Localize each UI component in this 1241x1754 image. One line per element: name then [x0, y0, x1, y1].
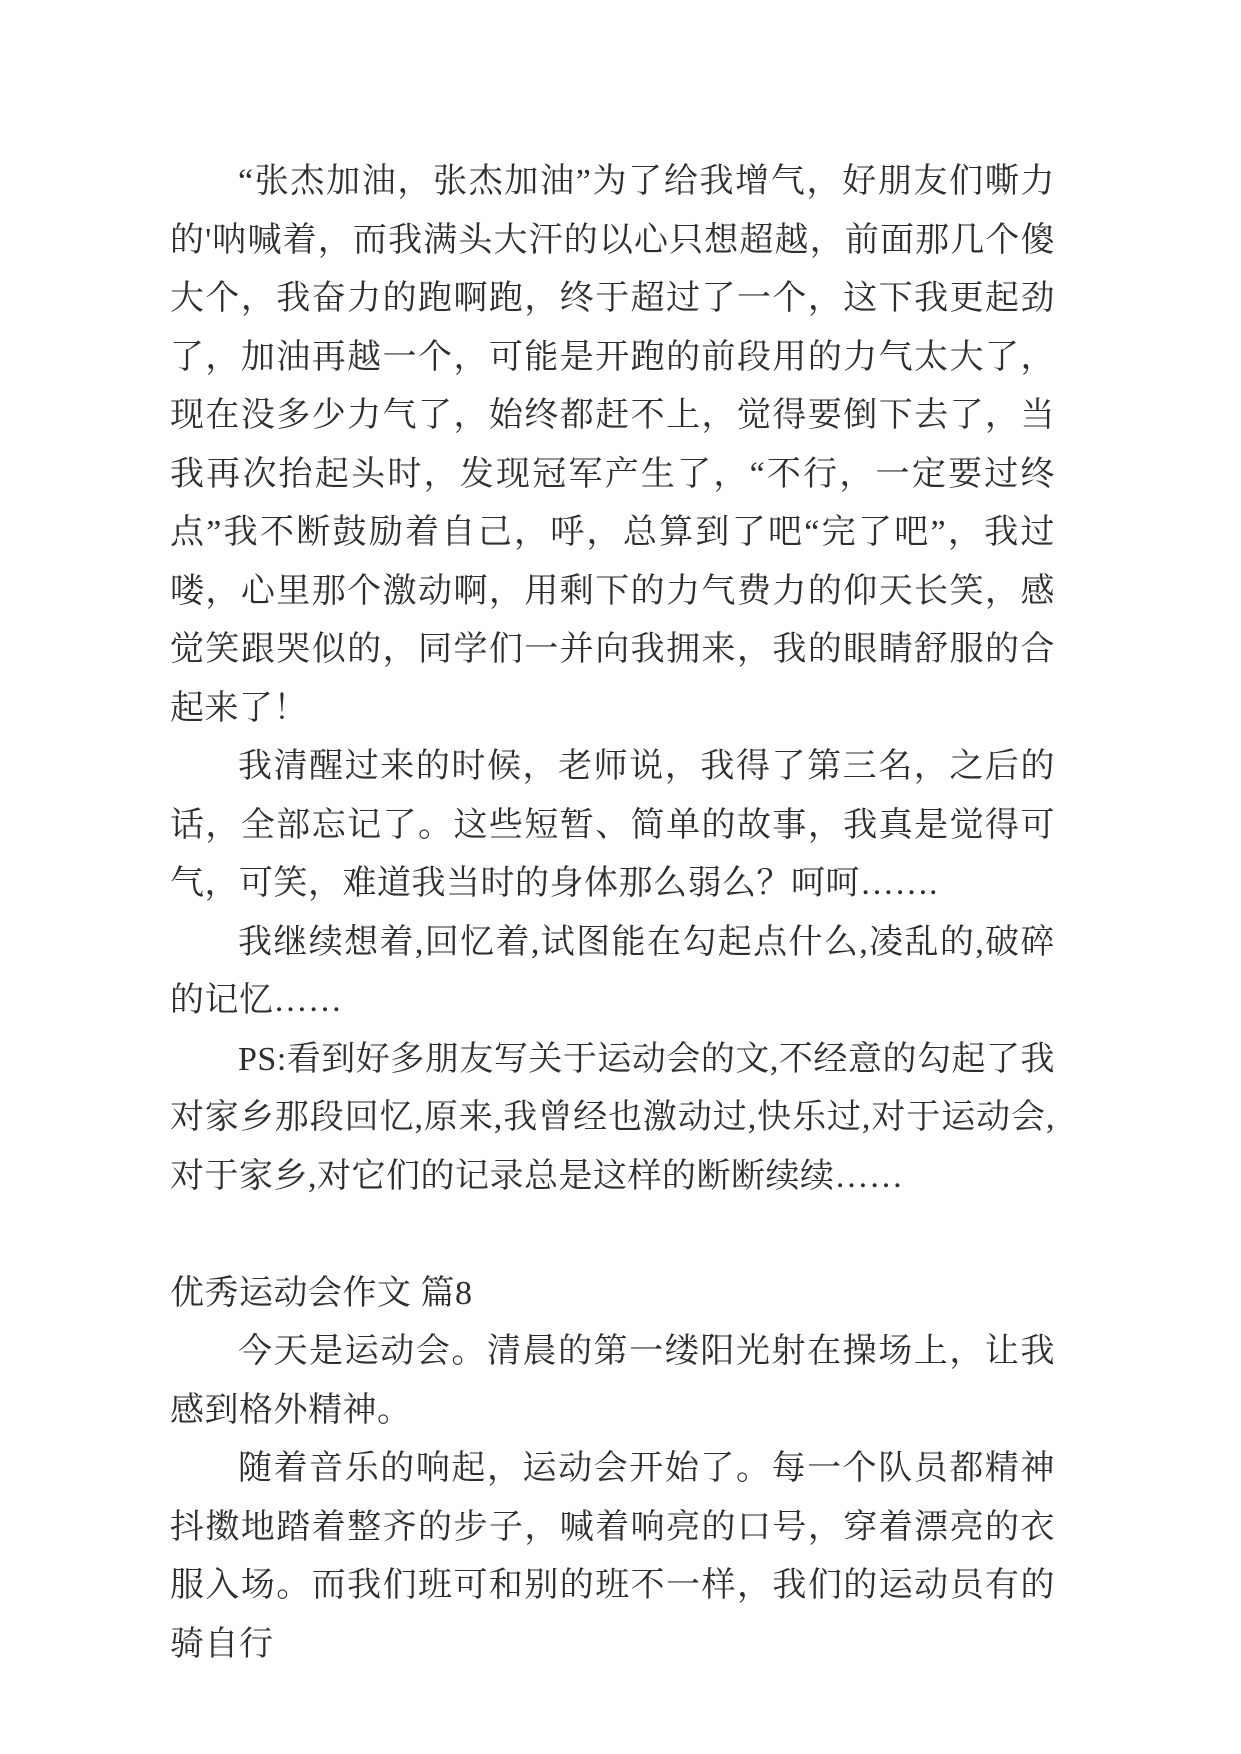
paragraph: “张杰加油，张杰加油”为了给我增气，好朋友们嘶力的'呐喊着，而我满头大汗的以心只想超越，前面那几个傻大个，我奋力的跑啊跑，终于超过了一个，这下我更起劲了，加油再越一个，可能是开跑的前段用的力气太大了，现在没多少力气了，始终都赶不上，觉得要倒下去了，当我再次抬起头时，发现冠军产生了，“不行，一定要过终点”我不断鼓励着自己，呼，总算到了吧“完了吧”，我过喽，心里那个激动啊，用剩下的力气费力的仰天长笑，感觉笑跟哭似的，同学们一并向我拥来，我的眼睛舒服的合起来了！ — [170, 163, 1055, 727]
paragraph: 我继续想着,回忆着,试图能在勾起点什么,凌乱的,破碎的记忆…… — [170, 923, 1055, 1019]
paragraph: 随着音乐的响起，运动会开始了。每一个队员都精神抖擞地踏着整齐的步子，喊着响亮的口号，穿着漂亮的衣服入场。而我们班可和别的班不一样，我们的运动员有的骑自行 — [170, 1450, 1055, 1663]
section-heading: 优秀运动会作文 篇8 — [170, 1274, 473, 1312]
paragraph: 今天是运动会。清晨的第一缕阳光射在操场上，让我感到格外精神。 — [170, 1333, 1055, 1429]
paragraph: 我清醒过来的时候，老师说，我得了第三名，之后的话，全部忘记了。这些短暂、简单的故事，我真是觉得可气，可笑，难道我当时的身体那么弱么？呵呵……. — [170, 748, 1055, 902]
essay-body — [170, 153, 1055, 1674]
paragraph: PS:看到好多朋友写关于运动会的文,不经意的勾起了我对家乡那段回忆,原来,我曾经也激动过,快乐过,对于运动会,对于家乡,对它们的记录总是这样的断断续续…… — [170, 1040, 1055, 1195]
